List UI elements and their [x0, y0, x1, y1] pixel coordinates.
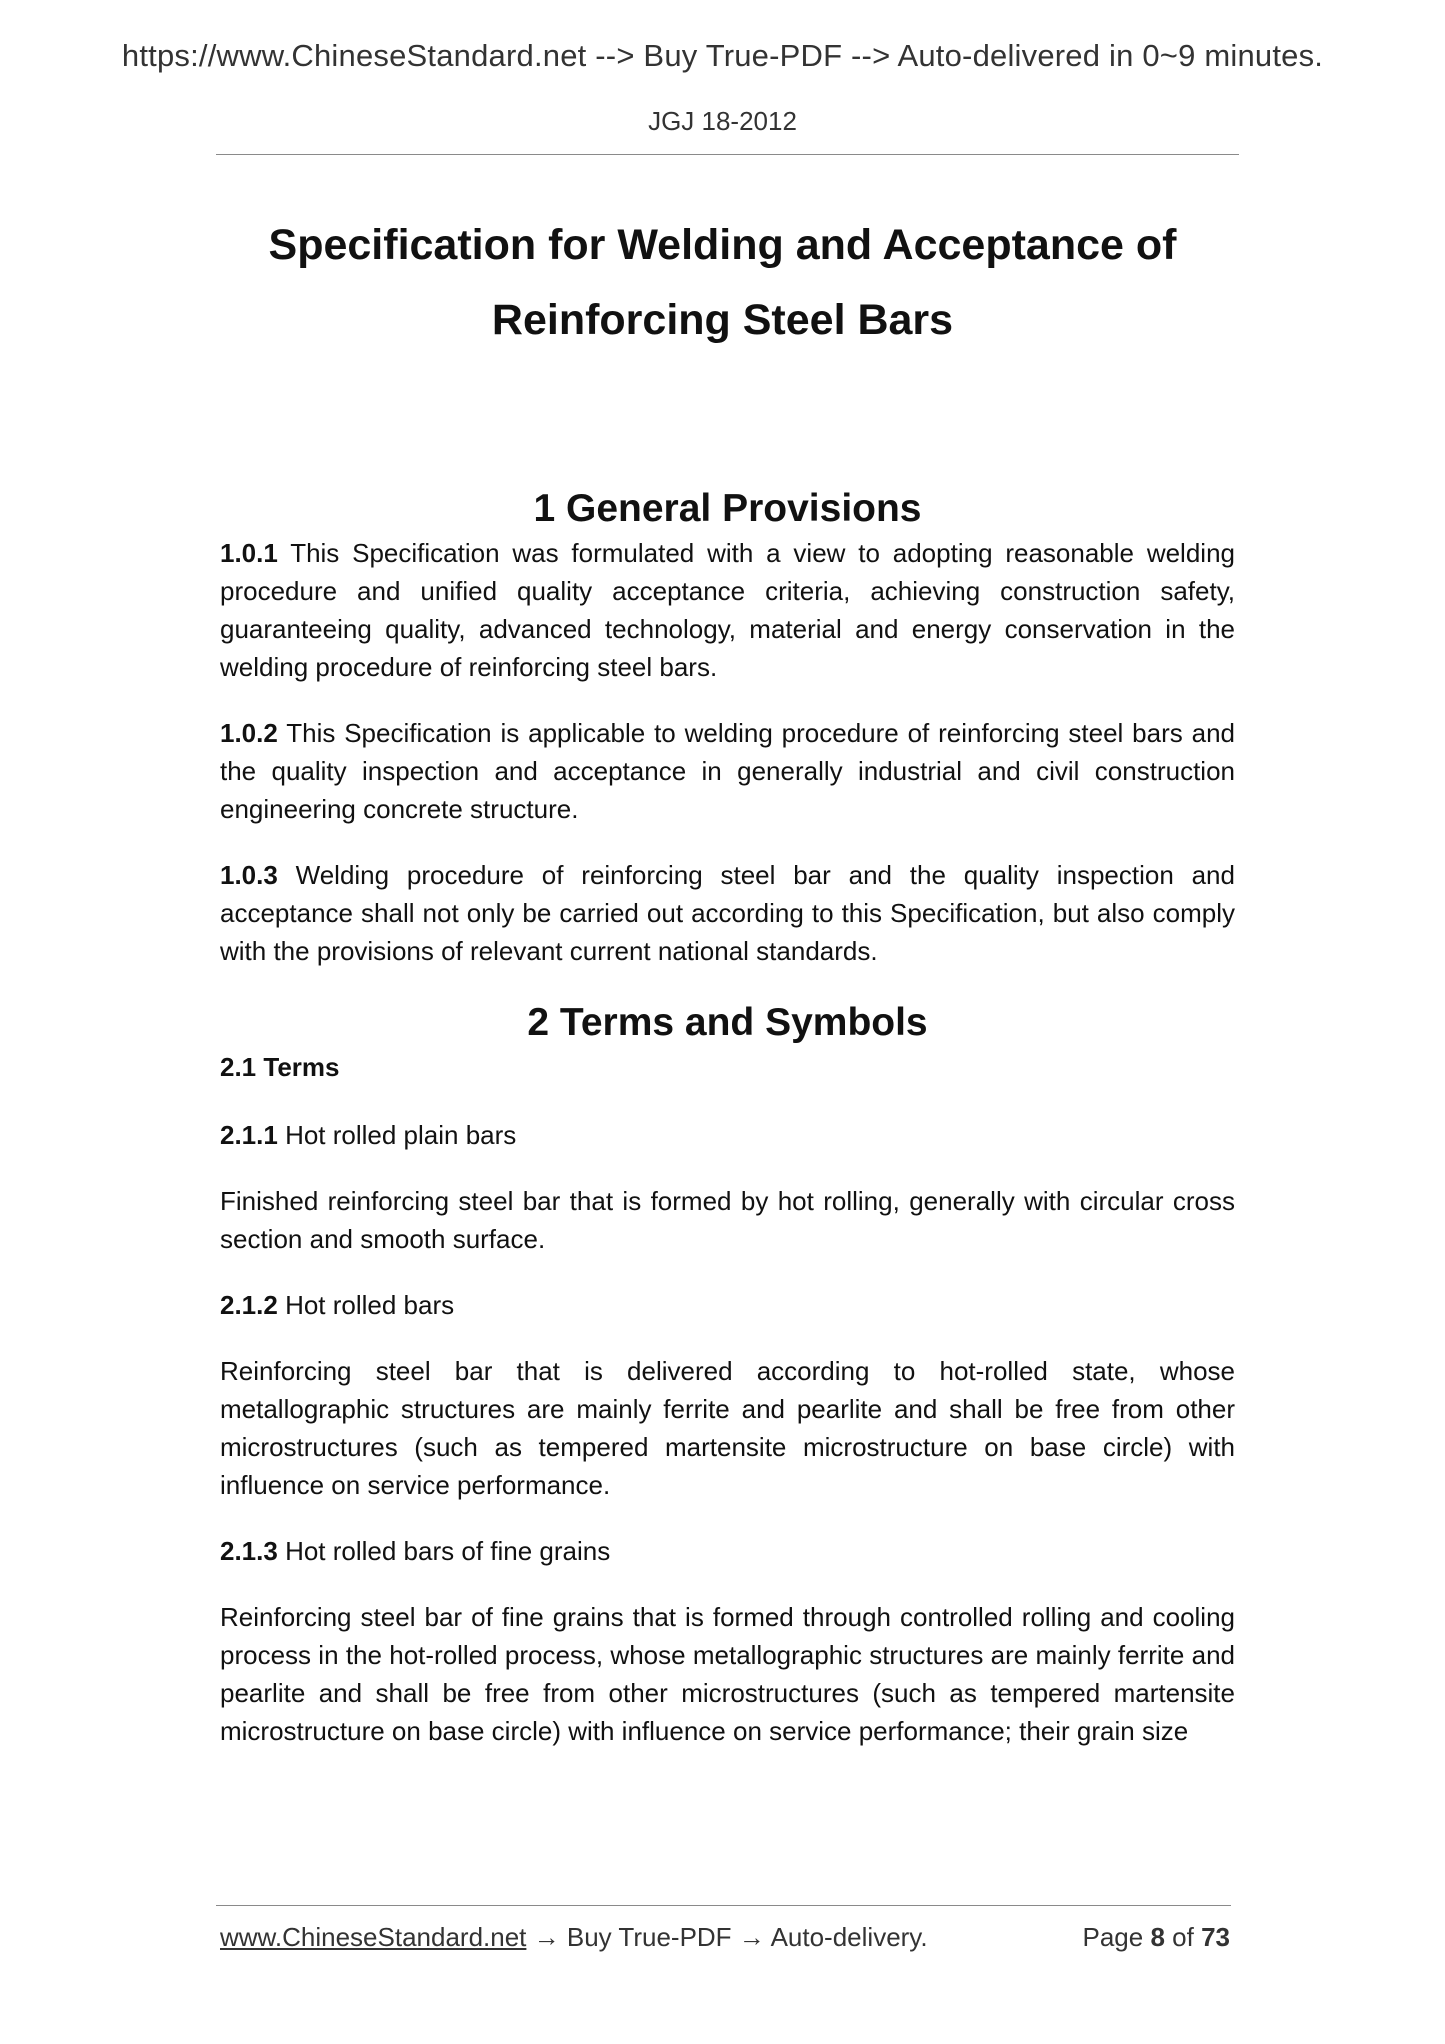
- title-line-2: Reinforcing Steel Bars: [491, 296, 954, 344]
- term-2-1-3-title: [220, 1532, 1235, 1570]
- clause-text: Welding procedure of reinforcing steel bar and the quality inspection and acceptance shall not only be carried out according to this Specification, but also comply with the provisions of relevant current national standards.: [220, 860, 1235, 966]
- clause-number: 1.0.2: [220, 718, 278, 748]
- header-divider: [216, 154, 1239, 155]
- page-label: Page: [1082, 1922, 1144, 1952]
- term-number: 2.1.3: [220, 1536, 278, 1566]
- source-banner: https://www.ChineseStandard.net --> Buy True-PDF --> Auto-delivered in 0~9 minutes.: [121, 38, 1324, 73]
- footer-promo: [220, 1922, 928, 1953]
- clause-text: This Specification is applicable to welding procedure of reinforcing steel bars and the quality inspection and acceptance in generally industrial and civil construction engineering concrete structure.: [220, 718, 1235, 824]
- term-2-1-2-definition: Reinforcing steel bar that is delivered according to hot-rolled state, whose metallographic structures are mainly ferrite and pearlite and shall be free from other microstructures (such as tempered martensite microstructure on base circle) with influence on service performance.: [220, 1356, 1235, 1500]
- page-of-label: of: [1172, 1922, 1194, 1952]
- clause-number: 1.0.1: [220, 538, 278, 568]
- clause-1-0-3: [220, 856, 1235, 970]
- section-2-1-heading: 2.1 Terms: [220, 1052, 340, 1082]
- page-total: 73: [1201, 1922, 1230, 1952]
- term-2-1-2-title: [220, 1286, 1235, 1324]
- footer-divider: [216, 1905, 1231, 1906]
- term-number: 2.1.1: [220, 1120, 278, 1150]
- term-2-1-3-definition: Reinforcing steel bar of fine grains that is formed through controlled rolling and cooling process in the hot-rolled process, whose metallographic structures are mainly ferrite and pearlite and shall be free from other microstructures (such as tempered martensite microstructure on base circle) with influence on service performance; their grain size: [220, 1602, 1235, 1746]
- term-name: Hot rolled plain bars: [285, 1120, 517, 1150]
- clause-1-0-1: [220, 534, 1235, 686]
- term-name: Hot rolled bars of fine grains: [285, 1536, 611, 1566]
- chapter-2-heading: 2 Terms and Symbols: [527, 1001, 928, 1044]
- document-code: JGJ 18-2012: [648, 106, 797, 136]
- term-name: Hot rolled bars: [285, 1290, 455, 1320]
- term-2-1-1-title: [220, 1116, 1235, 1154]
- clause-text: This Specification was formulated with a view to adopting reasonable welding procedure and unified quality acceptance criteria, achieving construction safety, guaranteeing quality, advanced technology, material and energy conservation in the welding procedure of reinforcing steel bars.: [220, 538, 1235, 682]
- footer-tagline: → Buy True-PDF → Auto-delivery.: [526, 1922, 928, 1952]
- title-line-1: Specification for Welding and Acceptance of: [268, 221, 1177, 269]
- document-title: [0, 208, 1445, 358]
- page-number: [1082, 1922, 1230, 1953]
- footer-site-link[interactable]: www.ChineseStandard.net: [220, 1922, 527, 1952]
- clause-1-0-2: [220, 714, 1235, 828]
- document-body: [220, 484, 1235, 1778]
- chapter-1-heading: 1 General Provisions: [533, 487, 922, 530]
- term-2-1-1-definition: Finished reinforcing steel bar that is formed by hot rolling, generally with circular cross section and smooth surface.: [220, 1186, 1235, 1254]
- term-number: 2.1.2: [220, 1290, 278, 1320]
- page-current: 8: [1150, 1922, 1165, 1952]
- clause-number: 1.0.3: [220, 860, 278, 890]
